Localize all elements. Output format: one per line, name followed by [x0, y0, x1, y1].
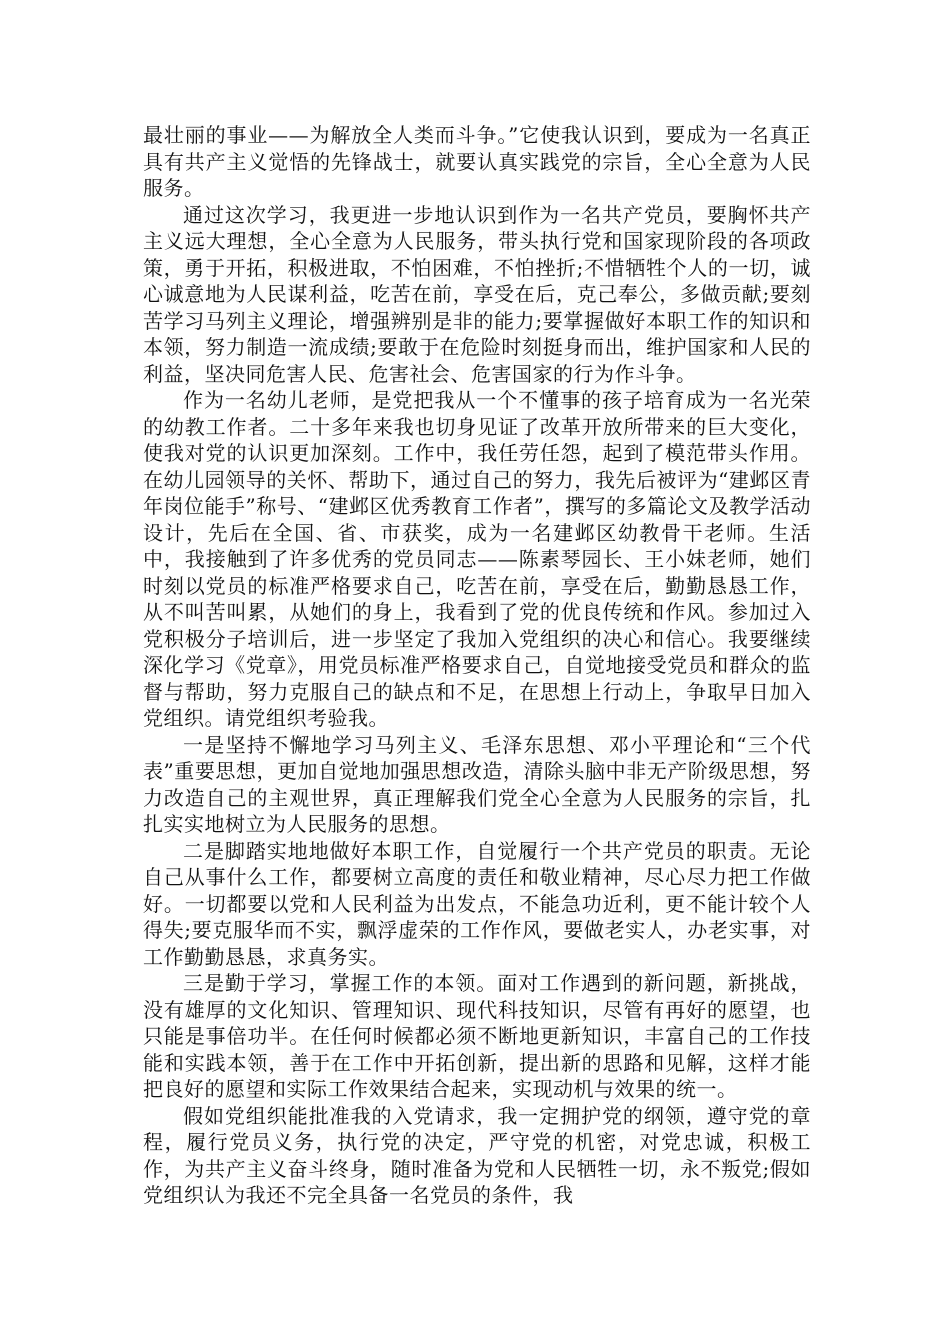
paragraph: 二是脚踏实地地做好本职工作，自觉履行一个共产党员的职责。无论自己从事什么工作，都要树立高度的责任和敬业精神，尽心尽力把工作做好。一切都要以党和人民利益为出发点，不能急功近利，更不能计较个人得失;要克服华而不实，飘浮虚荣的工作作风，要做老实人，办老实事，对工作勤勤恳恳，求真务实。	[143, 838, 811, 969]
paragraph: 一是坚持不懈地学习马列主义、毛泽东思想、邓小平理论和“三个代表”重要思想，更加自觉地加强思想改造，清除头脑中非无产阶级思想，努力改造自己的主观世界，真正理解我们党全心全意为人民服务的宗旨，扎扎实实地树立为人民服务的思想。	[143, 732, 811, 836]
paragraph: 作为一名幼儿老师，是党把我从一个不懂事的孩子培育成为一名光荣的幼教工作者。二十多年来我也切身见证了改革开放所带来的巨大变化，使我对党的认识更加深刻。工作中，我任劳任怨，起到了模范带头作用。在幼儿园领导的关怀、帮助下，通过自己的努力，我先后被评为“建邺区青年岗位能手”称号、“建邺区优秀教育工作者”，撰写的多篇论文及教学活动设计，先后在全国、省、市获奖，成为一名建邺区幼教骨干老师。生活中，我接触到了许多优秀的党员同志——陈素琴园长、王小妹老师，她们时刻以党员的标准严格要求自己，吃苦在前，享受在后，勤勤恳恳工作，从不叫苦叫累，从她们的身上，我看到了党的优良传统和作风。参加过入党积极分子培训后，进一步坚定了我加入党组织的决心和信心。我要继续深化学习《党章》，用党员标准严格要求自己，自觉地接受党员和群众的监督与帮助，努力克服自己的缺点和不足，在思想上行动上，争取早日加入党组织。请党组织考验我。	[143, 388, 811, 730]
paragraph: 三是勤于学习，掌握工作的本领。面对工作遇到的新问题，新挑战，没有雄厚的文化知识、管理知识、现代科技知识，尽管有再好的愿望，也只能是事倍功半。在任何时候都必须不断地更新知识，丰富自己的工作技能和实践本领，善于在工作中开拓创新，提出新的思路和见解，这样才能把良好的愿望和实际工作效果结合起来，实现动机与效果的统一。	[143, 971, 811, 1101]
paragraph: 假如党组织能批准我的入党请求，我一定拥护党的纲领，遵守党的章程，履行党员义务，执行党的决定，严守党的机密，对党忠诚，积极工作，为共产主义奋斗终身，随时准备为党和人民牺牲一切，永不叛党;假如党组织认为我还不完全具备一名党员的条件，我	[143, 1103, 811, 1207]
paragraph: 通过这次学习，我更进一步地认识到作为一名共产党员，要胸怀共产主义远大理想，全心全意为人民服务，带头执行党和国家现阶段的各项政策，勇于开拓，积极进取，不怕困难，不怕挫折;不惜牺牲个人的一切，诚心诚意地为人民谋利益，吃苦在前，享受在后，克己奉公，多做贡献;要刻苦学习马列主义理论，增强辨别是非的能力;要掌握做好本职工作的知识和本领，努力制造一流成绩;要敢于在危险时刻挺身而出，维护国家和人民的利益，坚决同危害人民、危害社会、危害国家的行为作斗争。	[143, 202, 811, 386]
paragraph: 最壮丽的事业——为解放全人类而斗争。”它使我认识到，要成为一名真正具有共产主义觉悟的先锋战士，就要认真实践党的宗旨，全心全意为人民服务。	[143, 123, 811, 200]
document-body	[143, 122, 811, 1209]
